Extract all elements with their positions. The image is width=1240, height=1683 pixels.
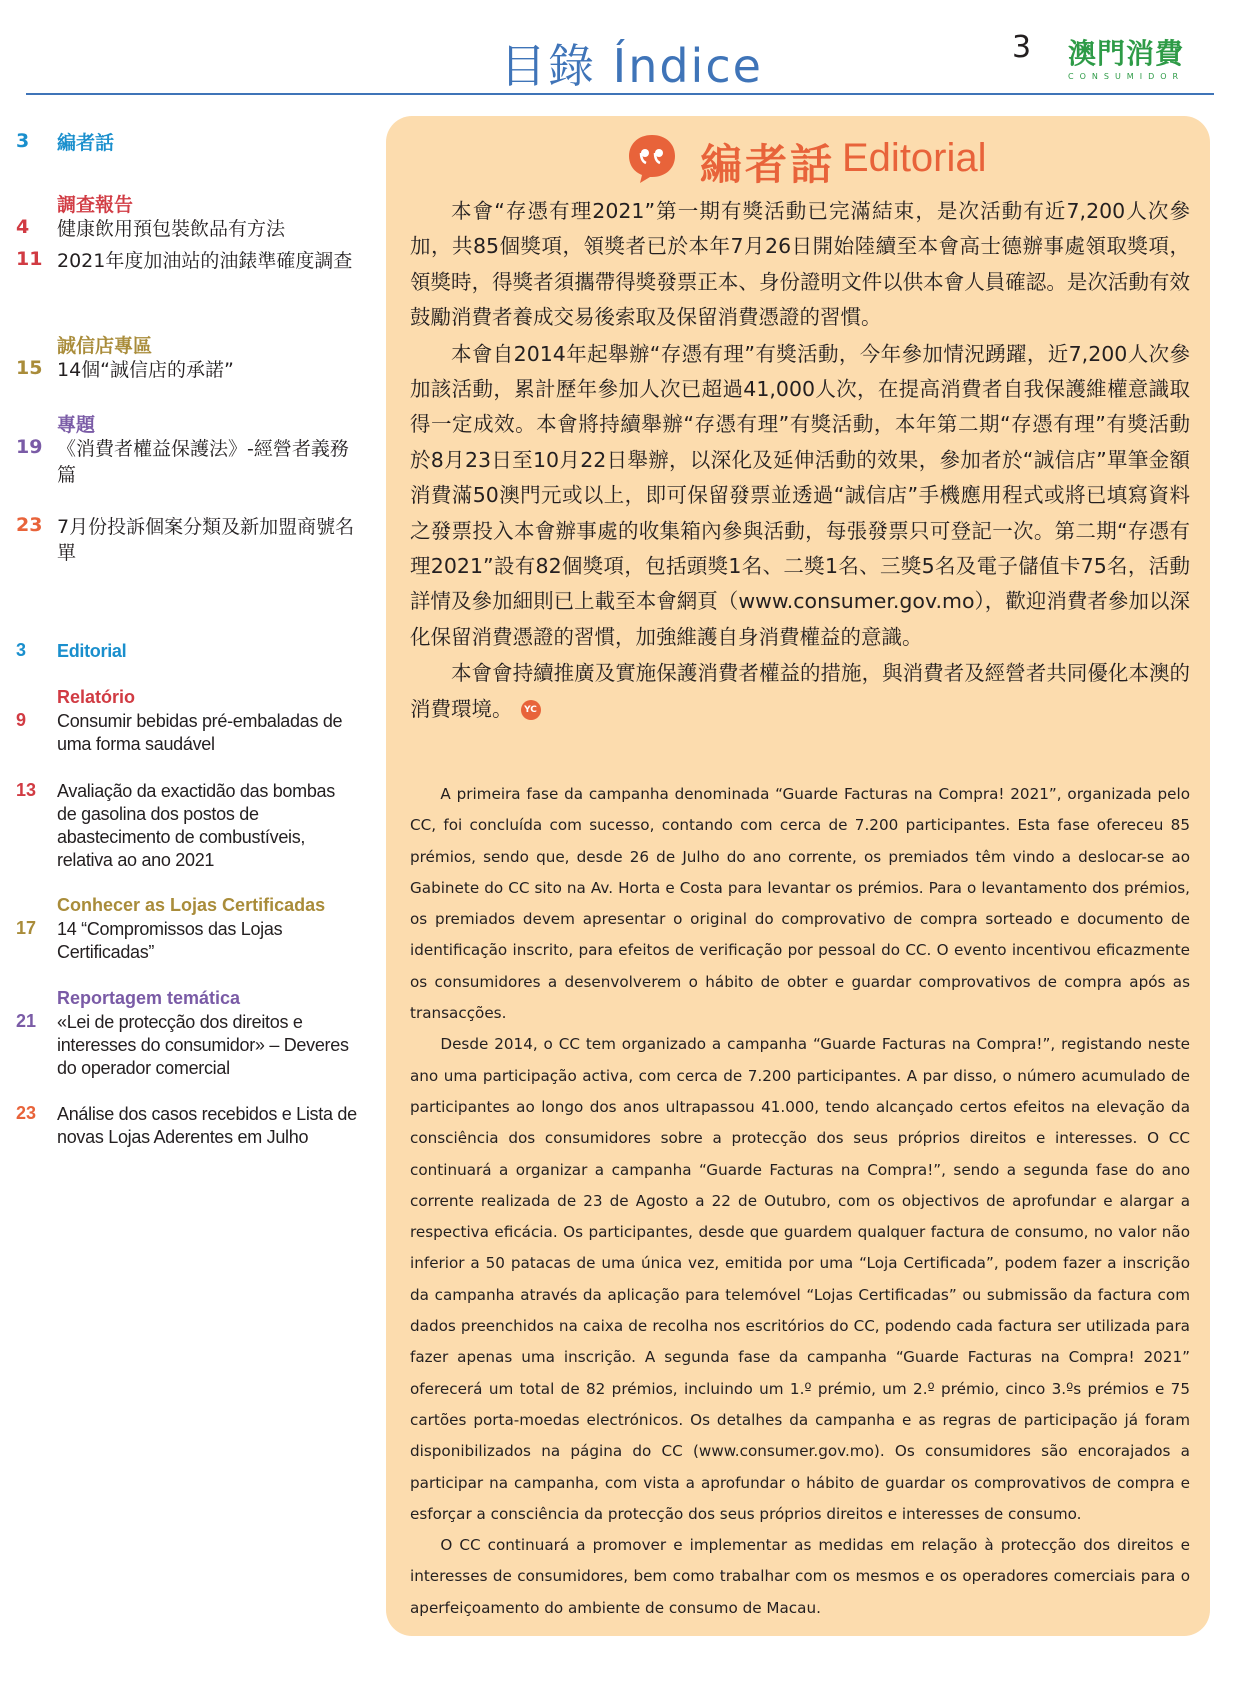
toc-page-number: 4 — [16, 216, 30, 238]
toc-page-number: 17 — [16, 918, 37, 938]
paragraph: O CC continuará a promover e implementar as medidas em relação à protecção dos direitos e interesses de consumidores, bem como trabalhar com os mesmos e os operadores comerciais para o aperfeiçoamento do ambiente de consumo de Macau. — [410, 1536, 1190, 1617]
page-number: 3 — [1012, 30, 1032, 65]
magazine-logo — [1068, 32, 1198, 80]
toc-title: 2021年度加油站的油錶準確度調查 — [57, 250, 353, 272]
toc-category: Reportagem temática — [57, 988, 241, 1008]
toc-page-number: 21 — [16, 1011, 37, 1031]
paragraph: 本會“存憑有理2021”第一期有獎活動已完滿結束，是次活動有近7,200人次參加，共85個獎項，領獎者已於本年7月26日開始陸續至本會高士德辦事處領取獎項，領獎時，得獎者須攜帶得獎發票正本、身份證明文件以供本會人員確認。是次活動有效鼓勵消費者養成交易後索取及保留消費憑證的習慣。 — [410, 199, 1190, 330]
editorial-title-en: Editorial — [842, 136, 987, 180]
toc-title: Editorial — [57, 641, 127, 661]
toc-page-number: 23 — [16, 514, 43, 536]
toc-title: «Lei de protecção dos direitos e interesses do consumidor» – Deveres do operador comercial — [57, 1012, 349, 1078]
paragraph: 本會自2014年起舉辦“存憑有理”有獎活動，今年參加情況踴躍，近7,200人次參加該活動，累計歷年參加人次已超過41,000人次，在提高消費者自我保護維權意識取得一定成效。本會將持續舉辦“存憑有理”有獎活動，本年第二期“存憑有理”有獎活動於8月23日至10月22日舉辦，以深化及延伸活動的效果，參加者於“誠信店”單筆金額消費滿50澳門元或以上，即可保留發票並透過“誠信店”手機應用程式或將已填寫資料之發票投入本會辦事處的收集箱內參與活動，每張發票只可登記一次。第二期“存憑有理2021”設有82個獎項，包括頭獎1名、二獎1名、三獎5名及電子儲值卡75名，活動詳情及參加細則已上載至本會網頁（www.consumer.gov.mo），歡迎消費者參加以深化保留消費憑證的習慣，加強維護自身消費權益的意識。 — [410, 341, 1190, 649]
toc-category: 誠信店專區 — [57, 335, 153, 357]
toc-category: Relatório — [57, 687, 136, 707]
toc-page-number: 15 — [16, 357, 43, 379]
editorial-panel — [386, 116, 1210, 1636]
page-header — [0, 0, 1240, 100]
toc-title: 《消費者權益保護法》-經營者義務篇 — [57, 438, 349, 486]
yc-badge-icon: YC — [521, 700, 541, 720]
paragraph — [410, 656, 1190, 727]
toc-title: 14個“誠信店的承諾” — [57, 359, 234, 381]
toc-title: 14 “Compromissos das Lojas Certificadas” — [57, 919, 283, 962]
logo-sub-text: CONSUMIDOR — [1068, 72, 1185, 81]
toc-page-number: 11 — [16, 248, 43, 270]
paragraph-text: 本會會持續推廣及實施保護消費者權益的措施，與消費者及經營者共同優化本澳的消費環境。 — [410, 661, 1190, 721]
toc-page-number: 23 — [16, 1103, 37, 1123]
toc-title: 健康飲用預包裝飲品有方法 — [57, 218, 286, 240]
toc-page-number: 3 — [16, 130, 30, 152]
editorial-body-portuguese — [410, 779, 1190, 1624]
toc-title: 編者話 — [57, 132, 115, 154]
toc-title: 7月份投訴個案分類及新加盟商號名單 — [57, 516, 355, 564]
header-divider — [26, 93, 1214, 95]
editorial-title-zh: 編者話 — [700, 140, 836, 189]
toc-page-number: 13 — [16, 780, 37, 800]
editorial-body-chinese — [410, 194, 1190, 728]
toc-title: Avaliação da exactidão das bombas de gasolina dos postos de abastecimento de combustíveis, relativa ao ano 2021 — [57, 781, 335, 870]
toc-page-number: 3 — [16, 640, 27, 660]
toc-category: 專題 — [57, 414, 96, 436]
toc-page-number: 19 — [16, 436, 43, 458]
logo-main-text: 澳門消費 — [1068, 37, 1185, 70]
toc-category: 調查報告 — [57, 194, 134, 216]
toc-title: Consumir bebidas pré-embaladas de uma forma saudável — [57, 711, 343, 754]
toc-category: Conhecer as Lojas Certificadas — [57, 895, 326, 915]
toc-page-number: 9 — [16, 710, 27, 730]
speech-bubble-icon — [626, 132, 678, 184]
paragraph: A primeira fase da campanha denominada “Guarde Facturas na Compra! 2021”, organizada pelo CC, foi concluída com sucesso, contando com cerca de 7.200 participantes. Esta fase ofereceu 85 prémios, sendo que, desde 26 de Julho do ano corrente, os premiados têm vindo a deslocar-se ao Gabinete do CC sito na Av. Horta e Costa para levantar os prémios. Para o levantamento dos prémios, os premiados devem apresentar o original do comprovativo de compra sorteado e documento de identificação inscrito, para efeitos de verificação por pessoal do CC. O evento incentivou eficazmente os consumidores a desenvolverem o hábito de obter e guardar comprovativos de compra após as transacções. — [410, 785, 1190, 1023]
page-title: 目錄 Índice — [500, 39, 763, 93]
toc-title: Análise dos casos recebidos e Lista de novas Lojas Aderentes em Julho — [57, 1104, 357, 1147]
paragraph: Desde 2014, o CC tem organizado a campanha “Guarde Facturas na Compra!”, registando neste ano uma participação activa, com cerca de 7.200 participantes. A par disso, o número acumulado de participantes ao longo dos anos ultrapassou 41.000, tendo alcançado certos efeitos na elevação da consciência dos consumidores sobre a protecção dos seus próprios direitos e interesses. O CC continuará a organizar a campanha “Guarde Facturas na Compra!”, sendo a segunda fase do ano corrente realizada de 23 de Agosto a 22 de Outubro, com os objectivos de aprofundar e alargar a respectiva eficácia. Os participantes, desde que guardem qualquer factura de consumo, no valor não inferior a 50 patacas de uma única vez, emitida por uma “Loja Certificada”, podem fazer a inscrição da campanha através da aplicação para telemóvel “Lojas Certificadas” ou submissão da factura com dados preenchidos na caixa de recolha nos escritórios do CC, podendo cada factura ser utilizada para fazer apenas uma inscrição. A segunda fase da campanha “Guarde Facturas na Compra! 2021” oferecerá um total de 82 prémios, incluindo um 1.º prémio, um 2.º prémio, cinco 3.ºs prémios e 75 cartões porta-moedas electrónicos. Os detalhes da campanha e as regras de participação já foram disponibilizados na página do CC (www.consumer.gov.mo). Os consumidores são encorajados a participar na campanha, com vista a aprofundar o hábito de guardar os comprovativos de compra e esforçar a consciência da protecção dos seus próprios direitos e interesses de consumo. — [410, 1035, 1190, 1523]
